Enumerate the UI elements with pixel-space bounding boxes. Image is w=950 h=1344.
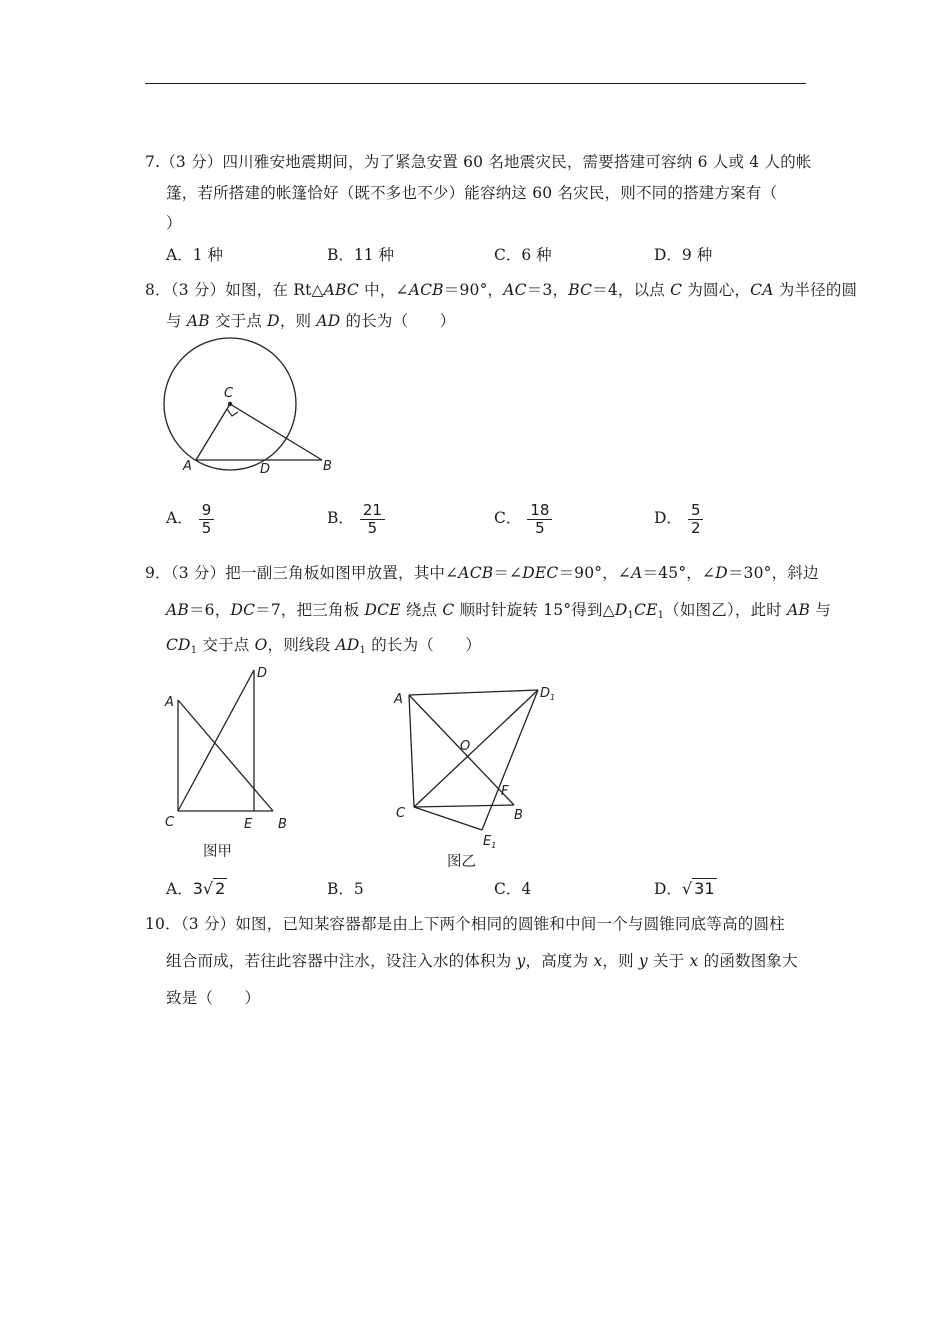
q8-option-c-fraction: $\frac{18}{5}$	[527, 502, 552, 536]
q9-jia-label-b: B	[278, 817, 287, 832]
q9-yi-label-d1: $D_1$	[540, 686, 556, 702]
q8-option-a: A． $\frac{9}{5}$	[166, 502, 214, 536]
q9-yi-segment-d1e1	[482, 690, 538, 830]
q8-line-2: 与 AB 交于点 D，则 AD 的长为（ ）	[166, 312, 456, 330]
q9-option-b: B．5	[327, 880, 364, 898]
q9-caption-jia: 图甲	[203, 844, 232, 860]
q7-line-2: 篷，若所搭建的帐篷恰好（既不多也不少）能容纳这 60 名灾民，则不同的搭建方案有（	[166, 184, 778, 202]
q7-option-a: A．1 种	[166, 246, 223, 264]
q9-yi-label-e1: $E_1$	[483, 834, 497, 850]
q9-yi-segment-cb	[414, 805, 514, 807]
q9-jia-label-c: C	[165, 815, 175, 830]
q9-line-3: $CD_1$ 交于点 O，则线段 $AD_1$ 的长为（ ）	[166, 636, 482, 656]
q9-jia-label-e: E	[244, 817, 253, 832]
q8-line-1: 8．（3 分）如图，在 Rt△ABC 中，∠ACB＝90°，AC＝3，BC＝4，以点 C 为圆心，CA 为半径的圆	[145, 281, 858, 299]
q9-figure-yi	[390, 680, 570, 855]
q9-option-d: D．√ 31	[654, 879, 715, 898]
q7-option-c: C．6 种	[494, 246, 552, 264]
q8-option-c: C． $\frac{18}{5}$	[494, 502, 552, 536]
q9-yi-label-f: F	[501, 784, 509, 799]
q7-option-b: B．11 种	[327, 246, 395, 264]
q7-line-3: ）	[166, 214, 182, 232]
q8-option-d-fraction: $\frac{5}{2}$	[688, 502, 704, 536]
q9-jia-segment-cd	[178, 670, 254, 811]
q8-option-d: D． $\frac{5}{2}$	[654, 502, 703, 536]
q8-label-d: D	[260, 462, 271, 477]
q10-line-3: 致是（ ）	[166, 989, 261, 1007]
q9-yi-segment-ce1	[414, 807, 482, 830]
q9-line-1: 9．（3 分）把一副三角板如图甲放置，其中∠ACB＝∠DEC＝90°，∠A＝45°，∠D＝30°，斜边	[145, 564, 819, 582]
header-rule	[145, 83, 806, 84]
q9-yi-label-c: C	[396, 806, 406, 821]
q9-yi-label-o: O	[460, 739, 471, 754]
q8-option-a-fraction: $\frac{9}{5}$	[199, 502, 215, 536]
q8-label-b: B	[323, 459, 332, 474]
q8-option-b-fraction: $\frac{21}{5}$	[360, 502, 385, 536]
q9-yi-segment-cd1	[414, 690, 538, 807]
q7-line-1: 7.（3 分）四川雅安地震期间，为了紧急安置 60 名地震灾民，需要搭建可容纳 6 人或 4 人的帐	[145, 153, 812, 171]
q9-figure-jia	[160, 660, 300, 835]
q9-option-d-radical: √ 31	[681, 879, 715, 898]
q9-option-a-radical: 3√ 2	[192, 879, 226, 898]
q9-jia-segment-ab	[178, 700, 273, 811]
q10-line-1: 10．（3 分）如图，已知某容器都是由上下两个相同的圆锥和中间一个与圆锥同底等高的圆柱	[145, 915, 785, 933]
q8-center-dot	[228, 402, 232, 406]
q9-option-a: A．3√ 2	[166, 879, 226, 898]
q9-caption-yi: 图乙	[447, 854, 476, 870]
q9-yi-segment-ad1	[409, 690, 538, 695]
q7-option-d: D．9 种	[654, 246, 713, 264]
q10-line-2: 组合而成，若往此容器中注水，设注入水的体积为 y，高度为 x，则 y 关于 x 的函数图象大	[166, 952, 798, 970]
q9-yi-segment-ac	[409, 695, 414, 807]
q8-label-a: A	[183, 459, 192, 474]
q9-option-c: C．4	[494, 880, 532, 898]
q8-segment-ca	[196, 404, 230, 460]
q9-yi-label-b: B	[514, 808, 523, 823]
q8-figure	[160, 335, 340, 480]
q9-line-2: AB＝6，DC＝7，把三角板 DCE 绕点 C 顺时针旋转 15°得到$\triangle D_1CE_1$（如图乙），此时 AB 与	[166, 601, 831, 621]
q9-jia-label-a: A	[165, 695, 174, 710]
q8-right-angle-mark	[227, 409, 238, 416]
q8-option-b: B． $\frac{21}{5}$	[327, 502, 385, 536]
q8-label-c: C	[224, 386, 234, 401]
q9-jia-label-d: D	[257, 666, 268, 681]
q9-yi-label-a: A	[394, 692, 403, 707]
